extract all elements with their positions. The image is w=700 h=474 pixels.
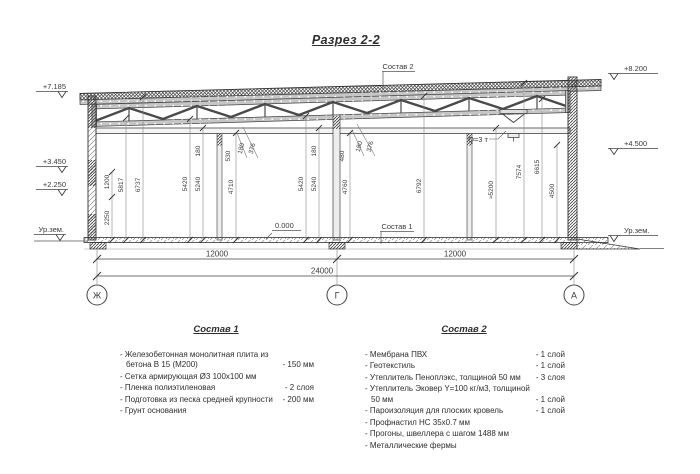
sostav1-title: Состав 1 bbox=[193, 324, 239, 335]
dim-label: 180 bbox=[236, 142, 247, 155]
item-text: - Геотекстиль bbox=[365, 361, 415, 371]
elevation-marks-right bbox=[608, 64, 658, 242]
dim-label: 7574 bbox=[516, 164, 523, 180]
item-value: - 1 слой bbox=[535, 361, 565, 371]
list-item bbox=[118, 372, 314, 383]
elevation-marks-left bbox=[34, 82, 68, 241]
dim-label: 5240 bbox=[195, 176, 202, 192]
sostav1-block bbox=[118, 324, 314, 418]
item-text: - Подготовка из песка средней крупности bbox=[120, 394, 273, 404]
dim-12000-right: 12000 bbox=[443, 249, 467, 259]
item-text: - Сетка армирующая Ø3 100х100 мм bbox=[120, 371, 257, 381]
dim-label: 376 bbox=[365, 140, 376, 153]
dim-label: 530 bbox=[225, 150, 232, 162]
dim-label: 180 bbox=[354, 140, 365, 153]
item-text: - Мембрана ПВХ bbox=[365, 349, 428, 359]
item-text: - Грунт основания bbox=[120, 406, 187, 416]
item-value: - 2 слоя bbox=[284, 383, 314, 393]
item-value: - 3 слоя bbox=[535, 372, 565, 382]
dim-24000: 24000 bbox=[310, 266, 334, 276]
dim-label: 1200 bbox=[104, 174, 111, 190]
list-item bbox=[118, 395, 314, 406]
list-item bbox=[363, 384, 565, 405]
dim-label: 5420 bbox=[298, 176, 305, 192]
sostav2-block bbox=[363, 324, 565, 452]
item-value: - 150 мм bbox=[282, 360, 314, 370]
item-text: - Утеплитель Эковер Y=100 кг/м3, толщиной 50 мм bbox=[365, 384, 530, 404]
vertical-dim-labels bbox=[104, 140, 556, 225]
right-wall bbox=[568, 77, 577, 240]
floor-slab bbox=[34, 238, 664, 250]
elev-8200: +8.200 bbox=[624, 64, 648, 73]
dim-label: 5240 bbox=[311, 176, 318, 192]
dim-label: 5817 bbox=[118, 177, 125, 193]
elev-3450: +3.450 bbox=[42, 157, 66, 166]
item-value: - 200 мм bbox=[282, 394, 314, 404]
list-item bbox=[363, 350, 565, 361]
callout-crane-capacity: Q=3 т bbox=[468, 135, 488, 144]
list-item bbox=[363, 418, 565, 429]
elev-4500: +4.500 bbox=[624, 139, 648, 148]
item-text: - Железобетонная монолитная плита из бетона В 15 (М200) bbox=[120, 349, 269, 370]
sostav2-title: Состав 2 bbox=[441, 324, 487, 335]
list-item bbox=[363, 406, 565, 417]
callout-sostav1: Состав 1 bbox=[381, 222, 413, 231]
horizontal-dims bbox=[93, 250, 578, 285]
dim-label: 5420 bbox=[182, 176, 189, 192]
list-item bbox=[118, 350, 314, 371]
ground-level-left: Ур.зем. bbox=[38, 225, 64, 234]
axis-g: Г bbox=[334, 290, 340, 301]
item-text: - Утеплитель Пеноплэкс, толщиной 50 мм bbox=[365, 372, 521, 382]
dim-12000-left: 12000 bbox=[205, 249, 229, 259]
list-item bbox=[118, 406, 314, 417]
item-value: - 1 слой bbox=[535, 394, 565, 404]
item-text: - Профнастил НС 35х0.7 мм bbox=[365, 417, 471, 427]
dim-label: ≈5200 bbox=[488, 180, 495, 200]
elev-2250: +2.250 bbox=[42, 180, 66, 189]
callout-sostav2: Состав 2 bbox=[382, 62, 414, 71]
list-item bbox=[363, 441, 565, 452]
item-text: - Металлические фермы bbox=[365, 440, 457, 450]
dim-label: 4760 bbox=[342, 179, 349, 195]
elev-7185: +7.185 bbox=[42, 82, 66, 91]
axis-zh: Ж bbox=[92, 290, 102, 301]
callout-zero-level: 0.000 bbox=[275, 221, 294, 230]
center-column bbox=[333, 115, 340, 240]
item-value: - 1 слой bbox=[535, 406, 565, 416]
item-text: - Прогоны, швеллера с шагом 1488 мм bbox=[365, 429, 510, 439]
dim-label: 180 bbox=[195, 145, 202, 157]
dim-label: 6792 bbox=[416, 178, 423, 194]
dim-label: 376 bbox=[247, 142, 258, 155]
dim-label: 6737 bbox=[135, 177, 142, 193]
list-item bbox=[363, 361, 565, 372]
list-item bbox=[363, 429, 565, 440]
dim-label: 480 bbox=[339, 150, 346, 162]
item-text: - Пароизоляция для плоских кровель bbox=[365, 406, 504, 416]
ground-level-right: Ур.зем. bbox=[624, 226, 650, 235]
dim-label: 6615 bbox=[534, 159, 541, 175]
dim-label: 2250 bbox=[104, 210, 111, 226]
dim-label: 4500 bbox=[549, 183, 556, 199]
axis-a: А bbox=[570, 290, 578, 301]
dim-label: 180 bbox=[311, 145, 318, 157]
page-title: Разрез 2-2 bbox=[311, 33, 381, 47]
item-value: - 1 слой bbox=[535, 349, 565, 359]
list-item bbox=[363, 373, 565, 384]
post-left-bay bbox=[217, 134, 222, 241]
list-item bbox=[118, 383, 314, 394]
post-right-bay bbox=[467, 134, 472, 241]
item-text: - Пленка полиэтиленовая bbox=[120, 383, 216, 393]
dim-label: 4710 bbox=[228, 179, 235, 195]
